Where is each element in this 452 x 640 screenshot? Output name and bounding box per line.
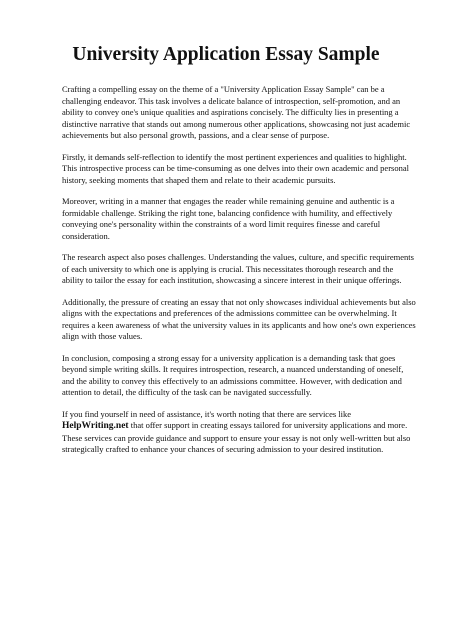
essay-body bbox=[62, 84, 417, 466]
service-name: HelpWriting.net bbox=[62, 421, 129, 431]
paragraph: In conclusion, composing a strong essay for a university application is a demanding task that goes beyond simple writing skills. It requires introspection, research, a nuanced understanding of oneself, and the ability to convey this effectively to an admissions committee. However, with dedication and attention to detail, the difficulty of the task can be navigated successfully. bbox=[62, 352, 404, 397]
paragraph: Moreover, writing in a manner that engages the reader while remaining genuine and authentic is a formidable challenge. Striking the right tone, balancing confidence with humility, and effectively conveying one's personality within the constraints of a word limit requires finesse and careful consideration. bbox=[62, 196, 395, 241]
paragraph: Firstly, it demands self-reflection to identify the most pertinent experiences and qualities to highlight. This introspective process can be time-consuming as one delves into their own academic and personal history, seeking moments that shaped them and relate to their academic pursuits. bbox=[62, 151, 409, 185]
paragraph: Crafting a compelling essay on the theme of a "University Application Essay Sample" can be a challenging endeavor. This task involves a delicate balance of introspection, self-promotion, and an ability to convey one's unique qualities and aspirations concisely. The difficulty lies in presenting a distinctive narrative that stands out among numerous other applications, showcasing not just academic achievements but also personal growth, passions, and a clear sense of purpose. bbox=[62, 84, 411, 140]
final-paragraph-rest: that offer support in creating essays tailored for university applications and more. These services can provide guidance and support to ensure your essay is not only well-written but also strategically crafted to enhance your chances of securing admission to your desired institution. bbox=[62, 420, 411, 454]
final-paragraph-intro: If you find yourself in need of assistance, it's worth noting that there are services like bbox=[62, 408, 352, 419]
paragraph: Additionally, the pressure of creating an essay that not only showcases individual achievements but also aligns with the expectations and preferences of the admissions committee can be overwhelming. It requires a keen awareness of what the university values in its applicants and how one's own experiences align with those values. bbox=[62, 296, 416, 341]
page-title: University Application Essay Sample bbox=[72, 44, 380, 65]
paragraph: The research aspect also poses challenges. Understanding the values, culture, and specific requirements of each university to which one is applying is crucial. This necessitates thorough research and the ability to tailor the essay for each institution, showcasing a sincere interest in their unique offerings. bbox=[62, 252, 414, 285]
final-paragraph bbox=[62, 409, 417, 456]
